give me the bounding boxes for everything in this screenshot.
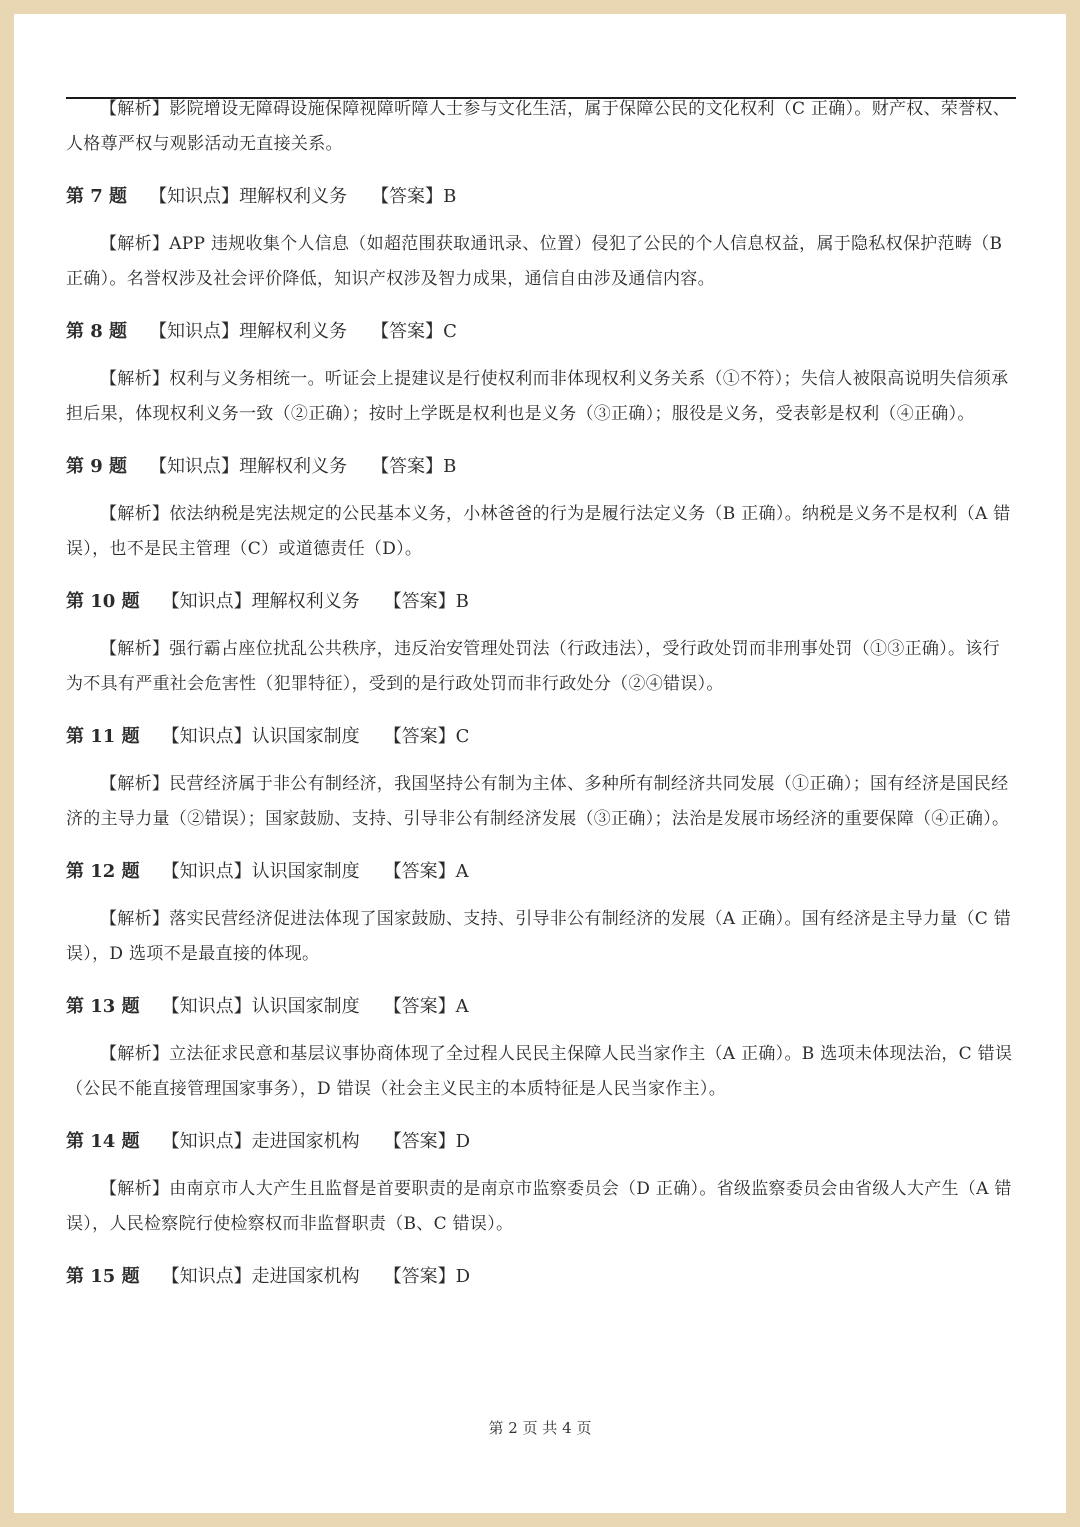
question-number: 第 12 题 (66, 861, 140, 882)
question-block (66, 182, 1016, 297)
analysis-text: 【解析】民营经济属于非公有制经济，我国坚持公有制为主体、多种所有制经济共同发展（①正确）；国有经济是国民经济的主导力量（②错误）；国家鼓励、支持、引导非公有制经济发展（③正确）；法治是发展市场经济的重要保障（④正确）。 (66, 774, 1010, 829)
question-header (66, 722, 1016, 752)
question-number: 第 15 题 (66, 1266, 140, 1287)
question-number: 第 7 题 (66, 186, 128, 207)
answer-value: B (443, 456, 457, 477)
analysis-text: 【解析】依法纳税是宪法规定的公民基本义务，小林爸爸的行为是履行法定义务（B 正确）。纳税是义务不是权利（A 错误），也不是民主管理（C）或道德责任（D）。 (66, 504, 1011, 559)
knowledge-point-value: 认识国家制度 (251, 996, 360, 1017)
answer-value: B (455, 591, 469, 612)
question-number: 第 13 题 (66, 996, 140, 1017)
answer-label: 【答案】 (383, 861, 456, 882)
knowledge-point-label: 【知识点】 (161, 1131, 252, 1152)
knowledge-point-label: 【知识点】 (149, 321, 240, 342)
analysis-text: 【解析】落实民营经济促进法体现了国家鼓励、支持、引导非公有制经济的发展（A 正确）。国有经济是主导力量（C 错误），D 选项不是最直接的体现。 (66, 909, 1012, 964)
knowledge-point-label: 【知识点】 (161, 591, 252, 612)
question-number: 第 10 题 (66, 591, 140, 612)
analysis-text: 【解析】由南京市人大产生且监督是首要职责的是南京市监察委员会（D 正确）。省级监察委员会由省级人大产生（A 错误），人民检察院行使检察权而非监督职责（B、C 错误）。 (66, 1179, 1012, 1234)
answer-analysis-content (66, 92, 1016, 1307)
answer-label: 【答案】 (383, 1131, 456, 1152)
question-header (66, 182, 1016, 212)
knowledge-point-value: 走进国家机构 (251, 1266, 360, 1287)
analysis-text: 【解析】立法征求民意和基层议事协商体现了全过程人民民主保障人民当家作主（A 正确）。B 选项未体现法治，C 错误（公民不能直接管理国家事务），D 错误（社会主义民主的本质特征是人民当家作主）。 (66, 1044, 1013, 1099)
knowledge-point-label: 【知识点】 (161, 1266, 252, 1287)
knowledge-point-label: 【知识点】 (149, 456, 240, 477)
answer-value: C (455, 726, 470, 747)
knowledge-point-value: 理解权利义务 (239, 321, 348, 342)
knowledge-point-value: 理解权利义务 (239, 456, 348, 477)
knowledge-point-label: 【知识点】 (161, 726, 252, 747)
question-block (66, 587, 1016, 702)
answer-value: D (455, 1131, 471, 1152)
question-block (66, 452, 1016, 567)
answer-value: B (443, 186, 457, 207)
analysis-text: 【解析】影院增设无障碍设施保障视障听障人士参与文化生活，属于保障公民的文化权利（C 正确）。财产权、荣誉权、人格尊严权与观影活动无直接关系。 (66, 99, 1011, 154)
question-header (66, 1262, 1016, 1292)
question-block (66, 992, 1016, 1107)
question-number: 第 11 题 (66, 726, 140, 747)
knowledge-point-label: 【知识点】 (149, 186, 240, 207)
answer-label: 【答案】 (383, 591, 456, 612)
question-list (66, 182, 1016, 1292)
answer-label: 【答案】 (383, 1266, 456, 1287)
question-number: 第 14 题 (66, 1131, 140, 1152)
answer-value: D (455, 1266, 471, 1287)
question-block (66, 317, 1016, 432)
question-block (66, 722, 1016, 837)
answer-label: 【答案】 (371, 186, 444, 207)
answer-value: A (455, 861, 469, 882)
page-number: 第 2 页 共 4 页 (488, 1419, 592, 1437)
knowledge-point-value: 认识国家制度 (251, 861, 360, 882)
answer-value: C (443, 321, 457, 342)
question-header (66, 857, 1016, 887)
question-block (66, 1262, 1016, 1292)
knowledge-point-label: 【知识点】 (161, 996, 252, 1017)
question-number: 第 9 题 (66, 456, 128, 477)
question-header (66, 317, 1016, 347)
analysis-text: 【解析】权利与义务相统一。听证会上提建议是行使权利而非体现权利义务关系（①不符）；失信人被限高说明失信须承担后果，体现权利义务一致（②正确）；按时上学既是权利也是义务（③正确）；服役是义务，受表彰是权利（④正确）。 (66, 369, 1009, 424)
knowledge-point-value: 理解权利义务 (251, 591, 360, 612)
answer-label: 【答案】 (383, 726, 456, 747)
analysis-text: 【解析】强行霸占座位扰乱公共秩序，违反治安管理处罚法（行政违法），受行政处罚而非刑事处罚（①③正确）。该行为不具有严重社会危害性（犯罪特征），受到的是行政处罚而非行政处分（②④错误）。 (66, 639, 1000, 694)
answer-label: 【答案】 (383, 996, 456, 1017)
knowledge-point-value: 走进国家机构 (251, 1131, 360, 1152)
question-block (66, 1127, 1016, 1242)
knowledge-point-label: 【知识点】 (161, 861, 252, 882)
question-header (66, 1127, 1016, 1157)
answer-value: A (455, 996, 469, 1017)
answer-label: 【答案】 (371, 456, 444, 477)
question-header (66, 992, 1016, 1022)
knowledge-point-value: 理解权利义务 (239, 186, 348, 207)
question-number: 第 8 题 (66, 321, 128, 342)
answer-label: 【答案】 (371, 321, 444, 342)
question-header (66, 452, 1016, 482)
question-block (66, 857, 1016, 972)
question-header (66, 587, 1016, 617)
analysis-text: 【解析】APP 违规收集个人信息（如超范围获取通讯录、位置）侵犯了公民的个人信息权益，属于隐私权保护范畴（B 正确）。名誉权涉及社会评价降低，知识产权涉及智力成果，通信自由涉及通信内容。 (66, 234, 1003, 289)
knowledge-point-value: 认识国家制度 (251, 726, 360, 747)
